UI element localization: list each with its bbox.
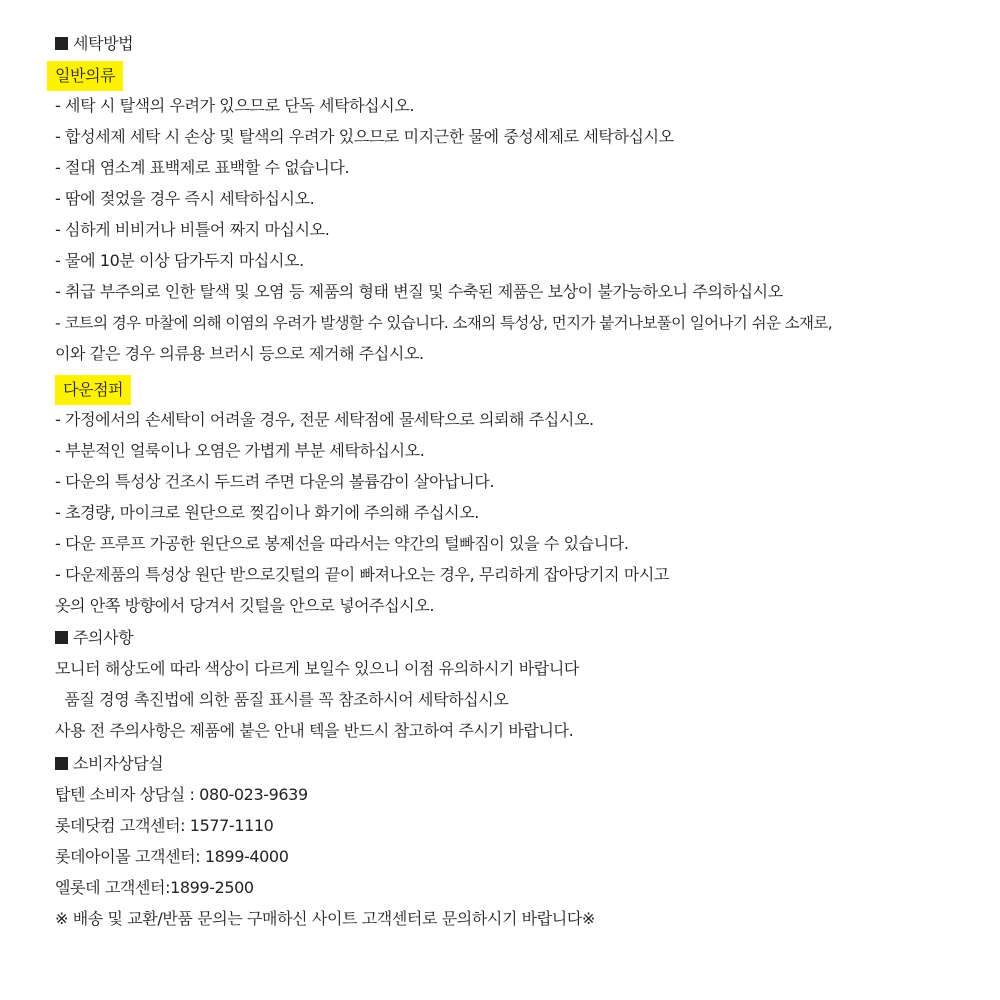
list-item: - 코트의 경우 마찰에 의해 이염의 우려가 발생할 수 있습니다. 소재의 특성상, 먼지가 붙거나보풀이 일어나기 쉬운 소재로, — [55, 314, 833, 332]
list-item: - 땀에 젖었을 경우 즉시 세탁하십시오. — [55, 189, 315, 208]
contact-notice: ※ 배송 및 교환/반품 문의는 구매하신 사이트 고객센터로 문의하시기 바랍니다※ — [55, 909, 595, 928]
contact-line: 엘롯데 고객센터:1899-2500 — [55, 878, 254, 897]
square-bullet-icon — [55, 37, 68, 50]
list-item: 이와 같은 경우 의류용 브러시 등으로 제거해 주십시오. — [55, 344, 424, 363]
list-item: - 다운 프루프 가공한 원단으로 봉제선을 따라서는 약간의 털빠짐이 있을 수 있습니다. — [55, 534, 629, 553]
list-item: - 심하게 비비거나 비틀어 짜지 마십시오. — [55, 220, 330, 239]
caution-line: 품질 경영 촉진법에 의한 품질 표시를 꼭 참조하시어 세탁하십시오 — [55, 690, 509, 709]
square-bullet-icon — [55, 631, 68, 644]
label-general-clothing: 일반의류 — [47, 61, 123, 91]
list-item: - 다운제품의 특성상 원단 받으로깃털의 끝이 빠져나오는 경우, 무리하게 잡아당기지 마시고 — [55, 565, 669, 584]
caution-line: 모니터 해상도에 따라 색상이 다르게 보일수 있으니 이점 유의하시기 바랍니다 — [55, 659, 579, 678]
list-item: - 합성세제 세탁 시 손상 및 탈색의 우려가 있으므로 미지근한 물에 중성세제로 세탁하십시오 — [55, 127, 674, 146]
list-item: - 절대 염소계 표백제로 표백할 수 없습니다. — [55, 158, 350, 177]
contact-line: 탑텐 소비자 상담실 : 080-023-9639 — [55, 785, 308, 804]
list-item: - 초경량, 마이크로 원단으로 찢김이나 화기에 주의해 주십시오. — [55, 503, 479, 522]
list-item: - 부분적인 얼룩이나 오염은 가볍게 부분 세탁하십시오. — [55, 441, 425, 460]
square-bullet-icon — [55, 757, 68, 770]
contact-line: 롯데아이몰 고객센터: 1899-4000 — [55, 847, 289, 866]
contact-line: 롯데닷컴 고객센터: 1577-1110 — [55, 816, 274, 835]
caution-line: 사용 전 주의사항은 제품에 붙은 안내 텍을 반드시 참고하여 주시기 바랍니다. — [55, 721, 574, 740]
list-item: - 가정에서의 손세탁이 어려울 경우, 전문 세탁점에 물세탁으로 의뢰해 주십시오. — [55, 410, 594, 429]
list-item: 옷의 안쪽 방향에서 당겨서 깃털을 안으로 넣어주십시오. — [55, 596, 435, 615]
section-heading-caution: 주의사항 — [55, 624, 133, 652]
section-heading-washing: 세탁방법 — [55, 30, 133, 58]
list-item: - 취급 부주의로 인한 탈색 및 오염 등 제품의 형태 변질 및 수축된 제품은 보상이 불가능하오니 주의하십시오 — [55, 282, 783, 301]
list-item: - 다운의 특성상 건조시 두드려 주면 다운의 볼륨감이 살아납니다. — [55, 472, 495, 491]
section-heading-consumer-center: 소비자상담실 — [55, 750, 163, 778]
label-down-jumper: 다운점퍼 — [55, 375, 131, 405]
list-item: - 세탁 시 탈색의 우려가 있으므로 단독 세탁하십시오. — [55, 96, 415, 115]
list-item: - 물에 10분 이상 담가두지 마십시오. — [55, 251, 304, 270]
